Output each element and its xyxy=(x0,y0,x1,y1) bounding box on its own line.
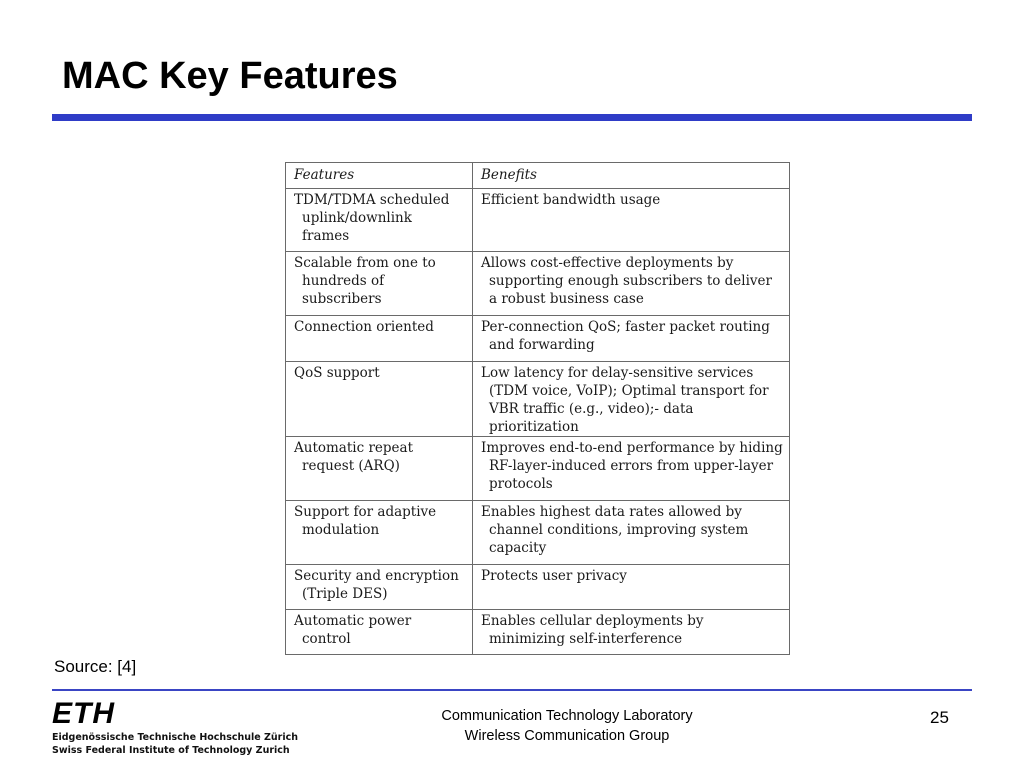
benefit-text: Enables highest data rates allowed by channel conditions, improving system capacity xyxy=(481,504,749,556)
feature-text: Connection oriented xyxy=(294,319,434,335)
feature-text: Automatic repeat request (ARQ) xyxy=(294,440,413,474)
table-row xyxy=(286,610,790,655)
table-row xyxy=(286,501,790,565)
feature-cell xyxy=(286,610,473,655)
feature-cell xyxy=(286,362,473,437)
benefit-cell xyxy=(473,189,790,252)
table-row xyxy=(286,189,790,252)
column-header-benefits: Benefits xyxy=(473,163,790,189)
feature-cell xyxy=(286,316,473,362)
feature-text: QoS support xyxy=(294,365,380,381)
table-row xyxy=(286,437,790,501)
feature-text: Security and encryption (Triple DES) xyxy=(294,568,459,602)
footer-divider xyxy=(52,689,972,691)
title-divider xyxy=(52,114,972,121)
features-table-figure xyxy=(285,162,789,655)
benefit-text: Improves end-to-end performance by hiding RF-layer-induced errors from upper-layer protocols xyxy=(481,440,783,492)
benefit-cell xyxy=(473,610,790,655)
benefit-text: Efficient bandwidth usage xyxy=(481,192,661,208)
page-number: 25 xyxy=(930,708,949,727)
feature-cell xyxy=(286,252,473,316)
feature-cell xyxy=(286,437,473,501)
benefit-text: Per-connection QoS; faster packet routing and forwarding xyxy=(481,319,770,353)
features-table xyxy=(285,162,790,655)
feature-cell xyxy=(286,189,473,252)
lab-name xyxy=(360,706,774,746)
benefit-text: Protects user privacy xyxy=(481,568,627,584)
lab-line-1: Communication Technology Laboratory xyxy=(441,708,693,724)
source-citation: Source: [4] xyxy=(54,657,137,676)
feature-cell xyxy=(286,501,473,565)
benefit-cell xyxy=(473,501,790,565)
benefit-cell xyxy=(473,565,790,610)
benefit-text: Low latency for delay-sensitive services (TDM voice, VoIP); Optimal transport for VBR traffic (e.g., video);- data prioritization xyxy=(481,365,769,435)
slide-title: MAC Key Features xyxy=(62,55,398,97)
eth-logo xyxy=(52,697,298,760)
benefit-cell xyxy=(473,437,790,501)
table-row xyxy=(286,565,790,610)
institution-name-en: Swiss Federal Institute of Technology Zurich xyxy=(52,745,290,756)
feature-text: Scalable from one to hundreds of subscribers xyxy=(294,255,436,307)
table-header-row xyxy=(286,163,790,189)
table-row xyxy=(286,362,790,437)
benefit-cell xyxy=(473,252,790,316)
feature-text: Automatic power control xyxy=(294,613,412,647)
column-header-features: Features xyxy=(286,163,473,189)
feature-cell xyxy=(286,565,473,610)
feature-text: Support for adaptive modulation xyxy=(294,504,437,538)
benefit-text: Allows cost-effective deployments by supporting enough subscribers to deliver a robust business case xyxy=(481,255,772,307)
institution-name-de: Eidgenössische Technische Hochschule Zürich xyxy=(52,732,298,743)
eth-wordmark: ETH xyxy=(52,697,115,730)
benefit-cell xyxy=(473,362,790,437)
benefit-text: Enables cellular deployments by minimizing self-interference xyxy=(481,613,704,647)
table-row xyxy=(286,252,790,316)
table-row xyxy=(286,316,790,362)
lab-line-2: Wireless Communication Group xyxy=(464,728,670,744)
benefit-cell xyxy=(473,316,790,362)
feature-text: TDM/TDMA scheduled uplink/downlink frames xyxy=(294,192,450,244)
